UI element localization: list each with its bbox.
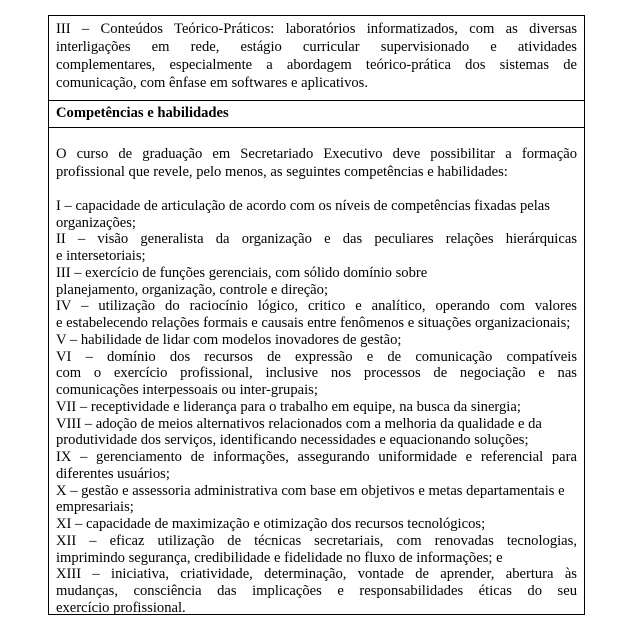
text-line: XII – eficaz utilização de técnicas secretariais, com renovadas tecnologias, [56,532,577,549]
competencia-item-iv [56,298,577,332]
document-table [48,15,585,615]
competencia-item-iii [56,265,577,299]
competencia-item-xiii [56,566,577,616]
paragraph-gap [56,181,577,198]
conteudos-row [49,16,584,101]
text-line: complementares, especialmente a abordagem teórico-prática dos sistemas de [56,57,577,73]
competencia-item-xi [56,516,577,533]
text-line: O curso de graduação em Secretariado Executivo deve possibilitar a formação [56,146,577,162]
text-line: XI – capacidade de maximização e otimização dos recursos tecnológicos; [56,516,486,532]
text-line: III – exercício de funções gerenciais, com sólido domínio sobre [56,264,428,281]
competencias-list [56,198,577,617]
text-line: VIII – adoção de meios alternativos relacionados com a melhoria da qualidade e da [56,415,542,432]
text-line: I – capacidade de articulação de acordo com os níveis de competências fixadas pelas [56,197,550,214]
text-line: imprimindo segurança, credibilidade e fidelidade no fluxo de informações; e [56,549,503,566]
text-line: comunicações interpessoais ou inter-grupais; [56,382,318,398]
text-line: e intersetoriais; [56,248,146,264]
text-line: mudanças, consciência das implicações e responsabilidades éticas do seu [56,583,577,599]
competencia-item-vi [56,349,577,399]
competencia-item-xii [56,533,577,567]
text-line: IX – gerenciamento de informações, assegurando uniformidade e referencial para [56,449,577,465]
text-line: exercício profissional. [56,599,186,616]
text-line: VII – receptividade e liderança para o trabalho em equipe, na busca da sinergia; [56,398,521,415]
text-line: com o exercício profissional, inclusive nos processos de negociação e nas [56,365,577,382]
competencia-item-v [56,332,577,349]
text-line: diferentes usuários; [56,465,170,482]
competencia-item-i [56,198,577,232]
text-line: empresariais; [56,499,134,516]
text-line: e estabelecendo relações formais e causais entre fenômenos e situações organizacionais; [56,315,571,331]
text-line: organizações; [56,214,136,231]
competencia-item-viii [56,416,577,450]
competencia-item-ii [56,231,577,265]
text-line: produtividade dos serviços, identificando necessidades e equacionando soluções; [56,432,529,449]
text-line: profissional que revele, pelo menos, as seguintes competências e habilidades: [56,163,508,180]
text-line: III – Conteúdos Teórico-Práticos: laboratórios informatizados, com as diversas [56,21,577,37]
text-line: interligações em rede, estágio curricular supervisionado e atividades [56,39,577,55]
competencias-row [49,128,584,614]
text-line: planejamento, organização, controle e direção; [56,281,329,298]
text-line: XIII – iniciativa, criatividade, determinação, vontade de aprender, abertura às [56,566,577,583]
text-line: II – visão generalista da organização e das peculiares relações hierárquicas [56,231,577,248]
intro-paragraph [56,146,577,181]
competencia-item-vii [56,399,577,416]
section-title: Competências e habilidades [56,105,229,121]
competencia-item-x [56,483,577,517]
section-header-row [49,101,584,128]
competencia-item-ix [56,449,577,483]
text-line: X – gestão e assessoria administrativa com base em objetivos e metas departamentais e [56,482,565,499]
text-line: VI – domínio dos recursos de expressão e de comunicação compatíveis [56,348,577,365]
text-line: comunicação, com ênfase em softwares e aplicativos. [56,75,369,91]
text-line: IV – utilização do raciocínio lógico, critico e analítico, operando com valores [56,298,577,315]
text-line: V – habilidade de lidar com modelos inovadores de gestão; [56,331,402,348]
